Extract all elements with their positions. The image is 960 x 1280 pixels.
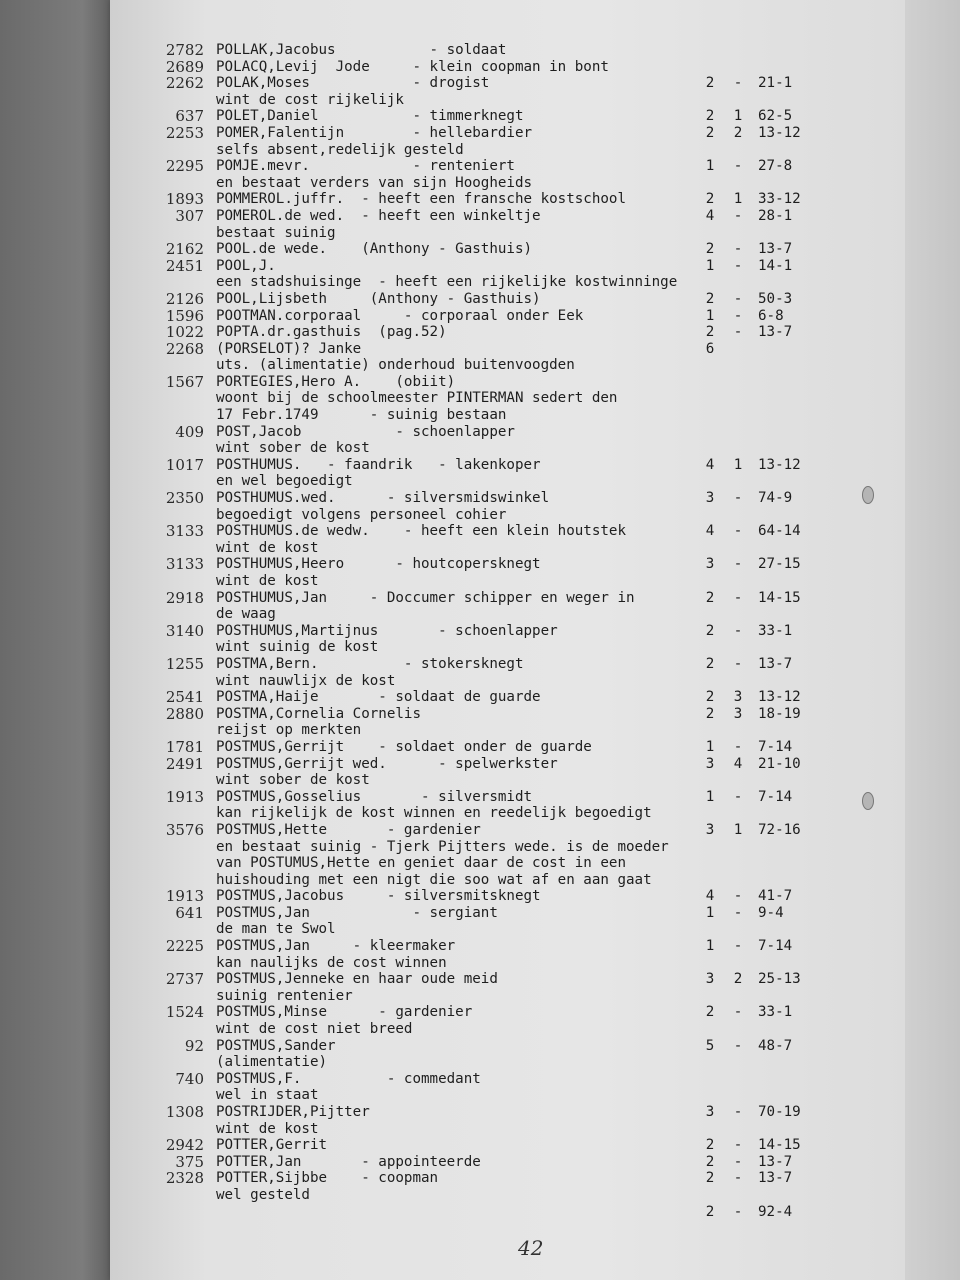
entry-assessment: 13-7 (758, 241, 793, 258)
entry-number: 2268 (165, 339, 204, 358)
entry-number: 1567 (165, 372, 204, 391)
entry-count-b: 3 (733, 705, 743, 722)
entry-number: 3133 (165, 522, 204, 541)
entry-line: POSTMUS,Jan - kleermaker (216, 938, 456, 955)
entry-count-a: 3 (705, 971, 715, 988)
entry-text (216, 938, 686, 971)
entry-line: bestaat suinig (216, 224, 336, 241)
entry-count-b: - (733, 1037, 743, 1054)
entry-text (216, 308, 686, 325)
entry-line: POSTHUMUS.wed. - silversmidswinkel (216, 490, 550, 507)
entry-assessment: 7-14 (758, 788, 793, 805)
entry-assessment: 74-9 (758, 490, 793, 507)
entry-text (216, 59, 686, 76)
entry-number: 3140 (165, 621, 204, 640)
entry-count-a: 2 (705, 589, 715, 606)
entry-number: 307 (175, 206, 204, 225)
entry-line: kan rijkelijk de kost winnen en reedelijk begoedigt (216, 805, 652, 822)
entry-assessment: 14-1 (758, 257, 793, 274)
entry-assessment: 33-1 (758, 622, 793, 639)
entry-assessment: 14-15 (758, 1137, 801, 1154)
entry-count-a: 1 (705, 307, 715, 324)
entry-assessment: 33-1 (758, 1004, 793, 1021)
entry-count-b: - (733, 1104, 743, 1120)
entry-number: 2737 (165, 970, 204, 989)
entry-line: reijst op merkten (216, 722, 362, 739)
entry-assessment: 50-3 (758, 290, 793, 307)
entry-text (216, 905, 686, 938)
entry-count-b: 1 (733, 456, 743, 473)
entry-count-b: - (733, 490, 743, 507)
entry-number: 2225 (165, 937, 204, 956)
register-entry (0, 374, 905, 424)
entry-line: POSTMUS,Gosselius - silversmidt (216, 788, 533, 805)
entry-assessment: 72-16 (758, 821, 801, 838)
entry-number: 2880 (165, 704, 204, 723)
entry-text (216, 457, 686, 490)
entry-count-a: 1 (705, 904, 715, 921)
entry-line: POTTER,Sijbbe - coopman (216, 1170, 439, 1187)
entry-text (216, 1071, 686, 1104)
entry-count-a: 4 (705, 888, 715, 905)
entry-count-a: 3 (705, 1104, 715, 1120)
register-entry (0, 341, 905, 374)
entry-count-b: - (733, 1004, 743, 1021)
entry-line: wint sober de kost (216, 772, 370, 789)
entry-line: POSTHUMUS,Martijnus - schoenlapper (216, 622, 558, 639)
entry-text (216, 789, 686, 822)
entry-assessment: 7-14 (758, 938, 793, 955)
entry-count-b: 1 (733, 108, 743, 125)
entry-count-b: - (733, 75, 743, 92)
entry-line: POSTRIJDER,Pijtter (216, 1104, 370, 1120)
entry-number: 1781 (165, 737, 204, 756)
entry-line: huishouding met een nigt die soo wat af en aan gaat (216, 871, 652, 888)
entry-text (216, 623, 686, 656)
entry-line: POSTMUS,Gerrijt - soldaet onder de guarde (216, 738, 592, 755)
entry-number: 2162 (165, 240, 204, 259)
entry-assessment: 62-5 (758, 108, 793, 125)
entry-number: 1308 (165, 1103, 204, 1121)
entry-text (216, 125, 686, 158)
entry-line: POMEROL.de wed. - heeft een winkeltje (216, 207, 541, 224)
entry-assessment: 13-7 (758, 1170, 793, 1187)
entry-assessment: 41-7 (758, 888, 793, 905)
entry-count-a: 2 (705, 108, 715, 125)
entry-count-b: - (733, 324, 743, 341)
entry-assessment: 7-14 (758, 738, 793, 755)
entry-text (216, 490, 686, 523)
entry-line: POSTMUS,Sander (216, 1037, 336, 1054)
entry-text (216, 971, 686, 1004)
entry-line: POSTMUS,Hette - gardenier (216, 821, 481, 838)
entry-line: POMJE.mevr. - renteniert (216, 158, 515, 175)
entry-count-a: 1 (705, 738, 715, 755)
entry-count-b: - (733, 738, 743, 755)
entry-line: POMER,Falentijn - hellebardier (216, 124, 533, 141)
entry-text (216, 756, 686, 789)
entry-line: POST,Jacob - schoenlapper (216, 423, 515, 440)
entry-assessment: 14-15 (758, 589, 801, 606)
entry-line: wint de kost (216, 1120, 319, 1137)
entry-number: 641 (175, 903, 204, 922)
entry-line: POSTMA,Haije - soldaat de guarde (216, 689, 541, 706)
entry-count-a: 3 (705, 490, 715, 507)
entry-count-b: 1 (733, 821, 743, 838)
entry-count-b: - (733, 904, 743, 921)
entry-assessment: 27-8 (758, 158, 793, 175)
entry-count-a: 2 (705, 1203, 715, 1220)
entry-count-b: - (733, 556, 743, 573)
entry-line: POSTMUS,Jenneke en haar oude meid (216, 971, 498, 988)
entry-line: en bestaat verders van sijn Hoogheids (216, 174, 533, 191)
entry-assessment: 70-19 (758, 1104, 801, 1120)
entry-line: begoedigt volgens personeel cohier (216, 506, 507, 523)
entry-count-b: - (733, 1203, 743, 1220)
entry-line: wint suinig de kost (216, 639, 379, 656)
entry-assessment: 48-7 (758, 1037, 793, 1054)
entry-assessment: 13-7 (758, 1153, 793, 1170)
entry-number: 2541 (165, 688, 204, 707)
entry-count-b: - (733, 207, 743, 224)
entry-count-b: 1 (733, 191, 743, 208)
entry-number: 3133 (165, 555, 204, 574)
entry-count-b: - (733, 888, 743, 905)
entry-text (216, 656, 686, 689)
entry-line: wel gesteld (216, 1186, 310, 1203)
entry-count-a: 3 (705, 755, 715, 772)
entry-text (216, 1004, 686, 1037)
entry-text (216, 374, 686, 424)
entry-line: POSTHUMUS,Heero - houtcopersknegt (216, 556, 541, 573)
entry-number: 2942 (165, 1136, 204, 1155)
entry-line: selfs absent,redelijk gesteld (216, 141, 464, 158)
entry-count-a: 2 (705, 622, 715, 639)
entry-count-a: 2 (705, 655, 715, 672)
register-entry (0, 1038, 905, 1071)
entry-assessment: 9-4 (758, 904, 784, 921)
entry-line: wint de kost (216, 539, 319, 556)
entry-text (216, 42, 686, 59)
entry-line: suinig rentenier (216, 987, 353, 1004)
entry-line: POLLAK,Jacobus - soldaat (216, 42, 507, 58)
entry-count-a: 2 (705, 241, 715, 258)
entry-number: 1255 (165, 654, 204, 673)
entry-number: 2689 (165, 57, 204, 76)
entry-line: wint de kost (216, 573, 319, 589)
entry-count-a: 2 (705, 1137, 715, 1154)
entry-count-a: 4 (705, 456, 715, 473)
entry-number: 2262 (165, 74, 204, 93)
entry-count-a: 6 (705, 340, 715, 357)
entry-text (216, 556, 686, 589)
entry-number: 637 (175, 107, 204, 126)
entry-count-b: - (733, 655, 743, 672)
entry-count-b: 3 (733, 689, 743, 706)
entry-text (216, 689, 686, 706)
entry-text (216, 108, 686, 125)
entry-count-a: 5 (705, 1037, 715, 1054)
entry-count-b: - (733, 241, 743, 258)
entry-assessment: 18-19 (758, 705, 801, 722)
entry-count-a: 2 (705, 324, 715, 341)
register-entry (0, 42, 905, 59)
entry-count-a: 2 (705, 290, 715, 307)
entry-count-b: 4 (733, 755, 743, 772)
entry-count-a: 2 (705, 191, 715, 208)
entry-line: POPTA.dr.gasthuis (pag.52) (216, 324, 447, 341)
entry-number: 3576 (165, 820, 204, 839)
page-right-margin (905, 0, 960, 1280)
entry-line: POOL.de wede. (Anthony - Gasthuis) (216, 241, 533, 258)
entry-line: (alimentatie) (216, 1054, 328, 1071)
entry-line: (PORSELOT)? Janke (216, 340, 362, 357)
entry-count-b: - (733, 290, 743, 307)
entry-assessment: 6-8 (758, 307, 784, 324)
entry-line: POOL,J. (216, 257, 276, 274)
entry-line: wint de cost niet breed (216, 1021, 413, 1038)
entry-line: wel in staat (216, 1087, 319, 1104)
register-entry (0, 1169, 905, 1220)
entry-number: 2328 (165, 1169, 204, 1188)
entry-count-a: 2 (705, 1170, 715, 1187)
entry-line: POTTER,Jan - appointeerde (216, 1153, 481, 1170)
entry-line: kan naulijks de cost winnen (216, 954, 447, 971)
entry-count-a: 1 (705, 938, 715, 955)
entry-line: POSTMUS,Minse - gardenier (216, 1004, 473, 1021)
entry-line: POLAK,Moses - drogist (216, 75, 490, 92)
entry-line: uts. (alimentatie) onderhoud buitenvoogden (216, 357, 575, 374)
entry-text (216, 158, 686, 191)
entry-number: 2918 (165, 588, 204, 607)
entry-line: woont bij de schoolmeester PINTERMAN sedert den (216, 390, 618, 407)
entry-count-b: - (733, 1153, 743, 1170)
entry-count-a: 1 (705, 257, 715, 274)
entry-line: POSTHUMUS.de wedw. - heeft een klein houtstek (216, 523, 626, 540)
entry-number: 2253 (165, 123, 204, 142)
entry-text (216, 523, 686, 556)
entry-assessment: 13-12 (758, 689, 801, 706)
entry-count-b: 2 (733, 971, 743, 988)
entry-line: POMMEROL.juffr. - heeft een fransche kostschool (216, 191, 626, 208)
entry-number: 1893 (165, 190, 204, 209)
entry-count-b: - (733, 158, 743, 175)
entry-line: wint de cost rijkelijk (216, 91, 404, 108)
entry-assessment: 13-12 (758, 124, 801, 141)
page-number: 42 (518, 1236, 544, 1260)
entry-line: en wel begoedigt (216, 473, 353, 490)
entry-count-b: - (733, 589, 743, 606)
entry-assessment: 13-7 (758, 324, 793, 341)
entry-text (216, 1038, 686, 1071)
entry-count-b: - (733, 257, 743, 274)
entry-number: 409 (175, 422, 204, 441)
entry-line: POOTMAN.corporaal - corporaal onder Eek (216, 307, 584, 324)
entry-number: 2126 (165, 289, 204, 308)
entry-line: POSTMUS,Gerrijt wed. - spelwerkster (216, 755, 558, 772)
entry-number: 2451 (165, 256, 204, 275)
entry-number: 1913 (165, 787, 204, 806)
entry-line: van POSTUMUS,Hette en geniet daar de cost in een (216, 855, 626, 872)
entry-text (216, 590, 686, 623)
entry-assessment: 13-7 (758, 655, 793, 672)
entry-number: 92 (184, 1036, 204, 1055)
entry-line: POSTMA,Bern. - stokersknegt (216, 655, 524, 672)
entry-assessment: 25-13 (758, 971, 801, 988)
entry-line: en bestaat suinig - Tjerk Pijtters wede. is de moeder (216, 838, 669, 855)
entry-text (216, 208, 686, 241)
entry-count-b: - (733, 1137, 743, 1154)
entry-count-a: 2 (705, 705, 715, 722)
entry-count-a: 2 (705, 75, 715, 92)
entry-text (216, 888, 686, 905)
entry-number: 740 (175, 1069, 204, 1088)
entry-count-a: 2 (705, 1004, 715, 1021)
entry-count-a: 4 (705, 207, 715, 224)
entry-line: PORTEGIES,Hero A. (obiit) (216, 373, 456, 390)
entry-assessment: 28-1 (758, 207, 793, 224)
entry-count-b: - (733, 622, 743, 639)
entry-line: de waag (216, 606, 276, 623)
entry-line: een stadshuisinge - heeft een rijkelijke kostwinninge (216, 274, 678, 291)
entry-text (216, 1154, 686, 1171)
entry-line: 17 Febr.1749 - suinig bestaan (216, 407, 507, 424)
entry-count-b: - (733, 1170, 743, 1187)
entry-number: 375 (175, 1152, 204, 1171)
entry-count-a: 2 (705, 1153, 715, 1170)
entry-text (216, 241, 686, 258)
entry-count-a: 2 (705, 689, 715, 706)
entry-assessment: 27-15 (758, 556, 801, 573)
entry-line: POSTHUMUS. - faandrik - lakenkoper (216, 456, 541, 473)
entry-assessment: 92-4 (758, 1203, 793, 1220)
entry-line: POSTMA,Cornelia Cornelis (216, 705, 421, 722)
entry-text (216, 1137, 686, 1154)
entry-number: 1596 (165, 306, 204, 325)
entry-assessment: 21-1 (758, 75, 793, 92)
entry-text (216, 324, 686, 341)
entry-assessment: 13-12 (758, 456, 801, 473)
entry-text (216, 191, 686, 208)
entry-number: 1017 (165, 455, 204, 474)
entry-text (216, 1104, 686, 1137)
entry-line: wint nauwlijx de kost (216, 672, 396, 689)
entry-line: POLET,Daniel - timmerknegt (216, 108, 524, 125)
entry-line: POSTMUS,Jacobus - silversmitsknegt (216, 888, 541, 905)
entry-count-b: - (733, 523, 743, 540)
entry-count-a: 3 (705, 556, 715, 573)
entry-count-a: 4 (705, 523, 715, 540)
entry-text (216, 75, 686, 108)
entry-line: POTTER,Gerrit (216, 1137, 328, 1154)
entry-line: wint sober de kost (216, 440, 370, 457)
entry-text (216, 258, 686, 291)
entry-assessment: 64-14 (758, 523, 801, 540)
entry-number: 1524 (165, 1003, 204, 1022)
entry-line: POOL,Lijsbeth (Anthony - Gasthuis) (216, 290, 541, 307)
entry-number: 2350 (165, 489, 204, 508)
entry-count-b: - (733, 307, 743, 324)
entry-text (216, 706, 686, 739)
entry-count-a: 1 (705, 158, 715, 175)
entry-line: POSTHUMUS,Jan - Doccumer schipper en weger in (216, 589, 635, 606)
entry-count-a: 2 (705, 124, 715, 141)
entry-count-b: 2 (733, 124, 743, 141)
entry-assessment: 33-12 (758, 191, 801, 208)
entry-text (216, 424, 686, 457)
entry-number: 2491 (165, 754, 204, 773)
entry-line: POSTMUS,Jan - sergiant (216, 904, 498, 921)
entry-count-b: - (733, 788, 743, 805)
entry-line: de man te Swol (216, 921, 336, 938)
entry-count-b: - (733, 938, 743, 955)
entry-number: 1913 (165, 887, 204, 906)
entry-number: 1022 (165, 323, 204, 342)
entry-count-a: 1 (705, 788, 715, 805)
entry-text (216, 341, 686, 374)
entry-text (216, 1170, 686, 1203)
entry-text (216, 822, 686, 888)
entry-number: 2782 (165, 41, 204, 59)
register-entries (0, 41, 905, 1220)
entry-number: 2295 (165, 157, 204, 176)
entry-text (216, 291, 686, 308)
entry-line: POLACQ,Levij Jode - klein coopman in bont (216, 58, 609, 75)
entry-count-a: 3 (705, 821, 715, 838)
entry-line: POSTMUS,F. - commedant (216, 1070, 481, 1087)
entry-assessment: 21-10 (758, 755, 801, 772)
entry-text (216, 739, 686, 756)
